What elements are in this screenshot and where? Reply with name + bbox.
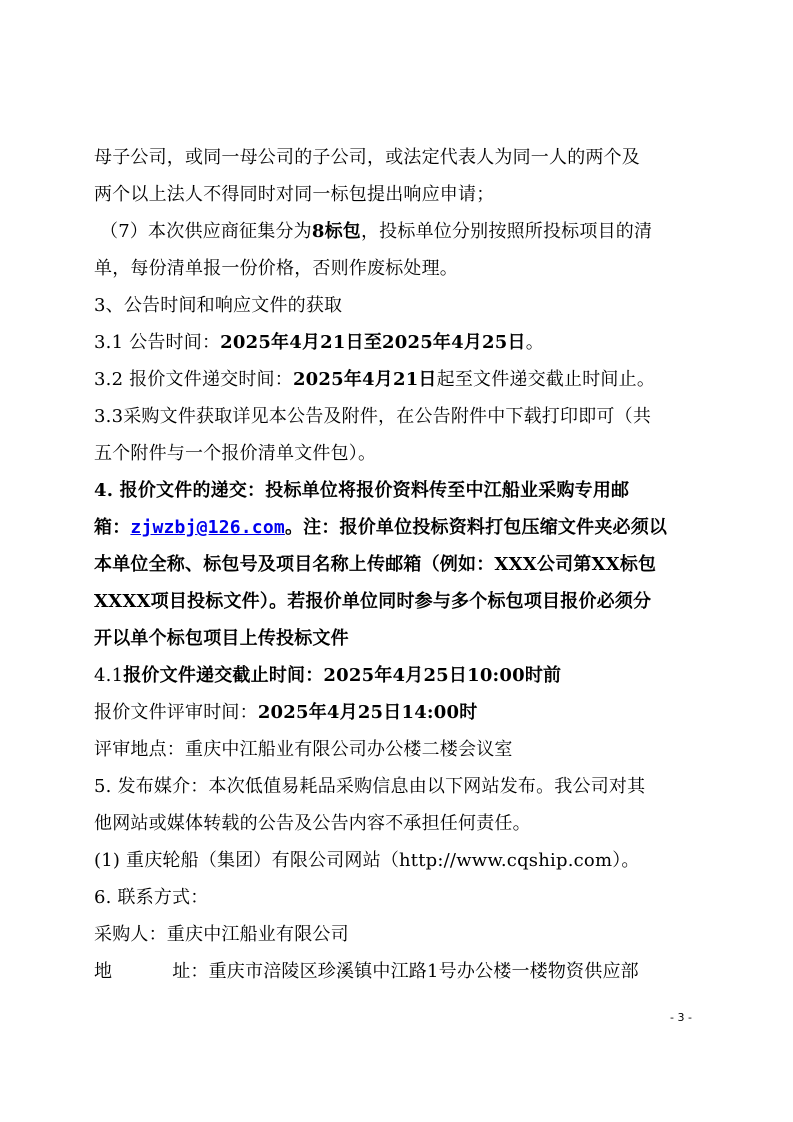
text-run: 母子公司，或同一母公司的子公司，或法定代表人为同一人的两个及 xyxy=(94,147,640,168)
bold-text-run: 4. 报价文件的递交：投标单位将报价资料传至中江船业采购专用邮 xyxy=(94,480,630,501)
text-run: 址：重庆市涪陵区珍溪镇中江路1号办公楼一楼物资供应部 xyxy=(172,961,639,982)
text-run: 单，每份清单报一份价格，否则作废标处理。 xyxy=(94,258,458,279)
page-number: - 3 - xyxy=(670,1011,692,1024)
text-run: 6. 联系方式： xyxy=(94,887,209,908)
paragraph-line xyxy=(94,590,704,614)
paragraph-line xyxy=(94,146,704,170)
bold-text-run: XXXX项目投标文件）。若报价单位同时参与多个标包项目报价必须分 xyxy=(94,591,652,612)
paragraph-line xyxy=(94,923,704,947)
paragraph-line xyxy=(94,775,704,799)
bold-text-run: 本单位全称、标包号及项目名称上传邮箱（例如：XXX公司第XX标包 xyxy=(94,554,657,575)
section-heading xyxy=(94,479,704,503)
section-heading xyxy=(94,294,704,318)
text-run: 3、公告时间和响应文件的获取 xyxy=(94,295,343,316)
text-run: 五个附件与一个报价清单文件包）。 xyxy=(94,443,377,464)
text-run: 起至文件递交截止时间止。 xyxy=(436,369,656,390)
paragraph-line xyxy=(94,960,704,984)
bold-text-run: 2025年4月21日至2025年4月25日 xyxy=(220,332,526,353)
bold-text-run: 开以单个标包项目上传投标文件 xyxy=(94,628,349,649)
text-run: 。 xyxy=(525,332,544,353)
bold-text-run: 报价文件递交截止时间：2025年4月25日10:00时前 xyxy=(123,665,562,686)
text-run: 评审地点：重庆中江船业有限公司办公楼二楼会议室 xyxy=(94,739,513,760)
bold-text-run: 。注：报价单位投标资料打包压缩文件夹必须以 xyxy=(284,517,668,538)
text-run: 他网站或媒体转载的公告及公告内容不承担任何责任。 xyxy=(94,813,531,834)
paragraph-line xyxy=(94,849,704,873)
section-heading xyxy=(94,886,704,910)
paragraph-line xyxy=(94,516,704,540)
text-run: (1) 重庆轮船（集团）有限公司网站（http://www.cqship.com）。 xyxy=(94,850,640,871)
bold-text-run: 8标包 xyxy=(311,221,361,242)
paragraph-line xyxy=(94,701,704,725)
paragraph-line xyxy=(94,183,704,207)
paragraph-line xyxy=(94,553,704,577)
paragraph-line xyxy=(94,257,704,281)
text-run: 3.2 报价文件递交时间： xyxy=(94,369,293,390)
text-run: 3.3采购文件获取详见本公告及附件，在公告附件中下载打印即可（共 xyxy=(94,406,652,427)
bold-text-run: 2025年4月25日14:00时 xyxy=(257,702,478,723)
paragraph-line xyxy=(94,627,704,651)
bold-text-run: 2025年4月21日 xyxy=(292,369,437,390)
text-run: （7）本次供应商征集分为 xyxy=(100,221,312,242)
text-run: 两个以上法人不得同时对同一标包提出响应申请； xyxy=(94,184,495,205)
paragraph-line xyxy=(94,812,704,836)
paragraph-line xyxy=(94,664,704,688)
paragraph-line xyxy=(100,220,710,244)
paragraph-line xyxy=(94,368,704,392)
text-run: 地 xyxy=(94,961,113,982)
text-run: ，投标单位分别按照所投标项目的清 xyxy=(360,221,653,242)
text-run: 采购人：重庆中江船业有限公司 xyxy=(94,924,349,945)
paragraph-line xyxy=(94,405,704,429)
text-run: 5. 发布媒介：本次低值易耗品采购信息由以下网站发布。我公司对其 xyxy=(94,776,646,797)
text-run: 报价文件评审时间： xyxy=(94,702,258,723)
paragraph-line xyxy=(94,331,704,355)
paragraph-line xyxy=(94,442,704,466)
text-run: 3.1 公告时间： xyxy=(94,332,221,353)
email-link[interactable]: zjwzbj@126.com xyxy=(130,517,285,538)
paragraph-line xyxy=(94,738,704,762)
bold-text-run: 箱： xyxy=(94,517,131,538)
text-run: 4.1 xyxy=(94,665,124,686)
